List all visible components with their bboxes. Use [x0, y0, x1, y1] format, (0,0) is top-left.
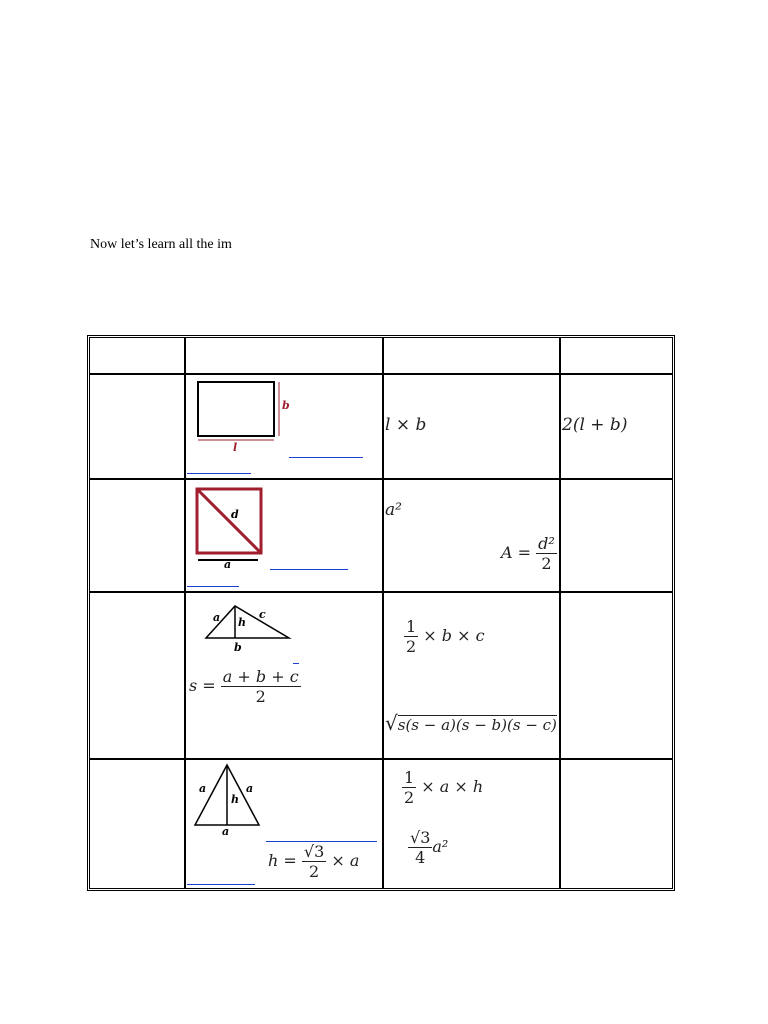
header-cell: [89, 337, 185, 374]
name-cell: [89, 592, 185, 759]
perimeter-cell: [560, 374, 673, 479]
equilateral-area-alt: $\frac{√3}{4}$ a²: [410, 828, 449, 867]
perimeter-cell: [560, 592, 673, 759]
label-h: h: [231, 793, 239, 806]
square-row: [89, 479, 673, 592]
area-cell: [383, 374, 560, 479]
label-a-left: a: [199, 782, 207, 795]
area-cell: [383, 479, 560, 592]
label-b: b: [282, 399, 290, 412]
link-underline[interactable]: [293, 663, 299, 664]
link-underline[interactable]: [187, 884, 255, 885]
rectangle-area: l × b: [385, 415, 427, 435]
rectangle-shape: [198, 382, 274, 436]
label-a: a: [213, 611, 221, 624]
name-cell: [89, 374, 185, 479]
area-cell: [383, 592, 560, 759]
equilateral-row: [89, 759, 673, 889]
label-d: d: [231, 508, 239, 521]
label-l: l: [233, 441, 238, 454]
name-cell: [89, 759, 185, 889]
herons-formula: √s(s − a)(s − b)(s − c): [385, 711, 557, 735]
rectangle-perimeter: 2(l + b): [562, 415, 628, 435]
square-area: a²: [385, 500, 402, 520]
rectangle-row: [89, 374, 673, 479]
header-cell: [185, 337, 383, 374]
label-a: a: [224, 558, 232, 571]
link-underline[interactable]: [187, 586, 239, 587]
figure-cell: [185, 374, 383, 479]
triangle-row: [89, 592, 673, 759]
name-cell: [89, 479, 185, 592]
area-cell: [383, 759, 560, 889]
figure-cell: [185, 759, 383, 889]
equilateral-area: $\frac{1}{2}$ × a × h: [404, 768, 484, 807]
link-underline[interactable]: [289, 457, 363, 458]
label-a-right: a: [246, 782, 254, 795]
link-underline[interactable]: [270, 569, 348, 570]
intro-text: Now let’s learn all the im: [90, 237, 232, 252]
label-h: h: [238, 616, 246, 629]
square-area-diagonal: A = $\frac{\text{d²}}{2}$: [501, 534, 555, 573]
label-c: c: [259, 608, 266, 621]
header-cell: [383, 337, 560, 374]
height-formula: h = $\frac{√3}{2}$ × a: [268, 842, 360, 881]
link-underline[interactable]: [187, 473, 251, 474]
square-figure: [186, 480, 382, 591]
triangle-area: $\frac{1}{2}$ × b × c: [406, 617, 485, 656]
formula-table: [87, 335, 675, 891]
perimeter-cell: [560, 759, 673, 889]
semiperimeter-formula: s = $\frac{a + b + c}{2}$: [189, 667, 299, 706]
label-b: b: [234, 641, 242, 654]
figure-cell: [185, 479, 383, 592]
rectangle-figure: [186, 375, 382, 478]
header-row: [89, 337, 673, 374]
header-cell: [560, 337, 673, 374]
label-a-base: a: [222, 825, 230, 838]
figure-cell: [185, 592, 383, 759]
perimeter-cell: [560, 479, 673, 592]
